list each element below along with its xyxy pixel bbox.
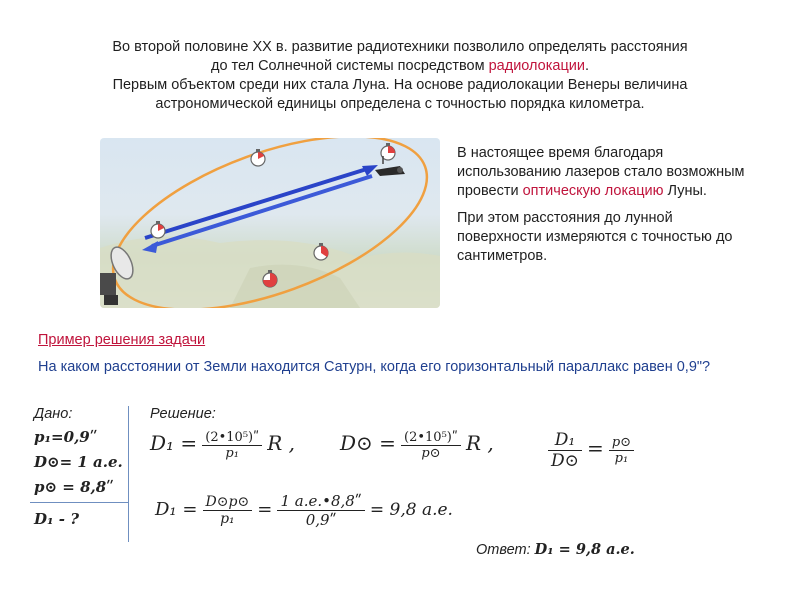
intro-line-1: Во второй половине XX в. развитие радиотехники позволило определять расстояния xyxy=(112,39,688,55)
formula-solution-frac2 xyxy=(277,492,364,529)
formula-d1-rhs: R , xyxy=(267,431,295,455)
right-para-1-post: Луны. xyxy=(663,183,707,199)
given-distance-sun: D⊙= 1 а.е. xyxy=(34,453,123,471)
solution-label: Решение: xyxy=(150,406,216,422)
formula-dsun-den: p⊙ xyxy=(421,446,441,461)
divider-vertical xyxy=(128,406,129,542)
laser-location-text xyxy=(457,144,757,274)
formula-dsun-lhs: D⊙ = xyxy=(340,431,396,455)
unknown-d1: D₁ - ? xyxy=(34,510,80,528)
formula-dsun-fraction xyxy=(401,430,461,461)
divider-horizontal xyxy=(30,502,129,503)
formula-solution-den2: 0,9ʺ xyxy=(305,511,337,529)
formula-ratio xyxy=(548,430,634,471)
formula-d1-fraction xyxy=(202,430,262,461)
formula-dsun-num: (2•10⁵)ʺ xyxy=(401,430,461,446)
formula-solution xyxy=(155,492,453,529)
answer-value: D₁ = 9,8 а.е. xyxy=(534,541,635,558)
stopwatch-icon xyxy=(151,221,165,238)
formula-ratio-left xyxy=(548,430,582,471)
formula-dsun-rhs: R , xyxy=(465,431,494,455)
formula-solution-den1: p₁ xyxy=(220,511,235,527)
formula-solution-eq1: = xyxy=(257,499,273,520)
beam-outgoing xyxy=(145,168,370,238)
problem-question: На каком расстоянии от Земли находится Сатурн, когда его горизонтальный параллакс равен 0,9"? xyxy=(38,359,711,375)
right-para-2: При этом расстояния до лунной поверхности измеряются с точностью до сантиметров. xyxy=(457,210,733,264)
formula-ratio-lden: D⊙ xyxy=(551,451,579,471)
formula-ratio-rden: p₁ xyxy=(614,451,629,466)
formula-d1-num: (2•10⁵)ʺ xyxy=(202,430,262,446)
radiolocation-term: радиолокации xyxy=(488,58,585,74)
formula-solution-rhs: = 9,8 а.е. xyxy=(369,500,453,520)
optical-location-term: оптическую локацию xyxy=(522,183,664,199)
answer-label: Ответ: xyxy=(476,542,535,558)
intro-line-2-post: . xyxy=(584,58,589,74)
laser-location-illustration xyxy=(100,138,440,308)
intro-line-4: астрономической единицы определена с точностью порядка километра. xyxy=(155,96,645,112)
formula-d1-lhs: D₁ = xyxy=(150,431,198,455)
formula-ratio-rnum: p⊙ xyxy=(609,435,634,451)
given-parallax-sun: p⊙ = 8,8ʺ xyxy=(34,478,114,496)
formula-ratio-right xyxy=(609,435,634,466)
example-title: Пример решения задачи xyxy=(38,332,206,348)
given-parallax-p1: p₁=0,9ʺ xyxy=(34,428,98,446)
right-para-1 xyxy=(457,144,757,201)
formula-solution-num2: 1 а.е.•8,8ʺ xyxy=(277,492,364,511)
intro-line-2 xyxy=(30,57,770,76)
intro-text xyxy=(30,38,770,114)
formula-dsun xyxy=(340,430,494,461)
right-para-1-pre: В настоящее время благодаря использованию лазеров стало возможным провести xyxy=(457,145,745,199)
formula-solution-frac1 xyxy=(203,494,253,527)
formula-d1-den: p₁ xyxy=(225,446,239,461)
given-label: Дано: xyxy=(34,406,73,422)
formula-ratio-eq: = xyxy=(586,436,604,460)
formula-ratio-lnum: D₁ xyxy=(548,430,582,451)
intro-line-2-pre: до тел Солнечной системы посредством xyxy=(210,58,489,74)
answer xyxy=(476,541,635,558)
formula-solution-num1: D⊙p⊙ xyxy=(203,494,253,511)
formula-d1 xyxy=(150,430,295,461)
intro-line-3: Первым объектом среди них стала Луна. На основе радиолокации Венеры величина xyxy=(112,77,688,93)
formula-solution-lhs: D₁ = xyxy=(155,499,198,520)
illustration-svg xyxy=(100,138,440,308)
